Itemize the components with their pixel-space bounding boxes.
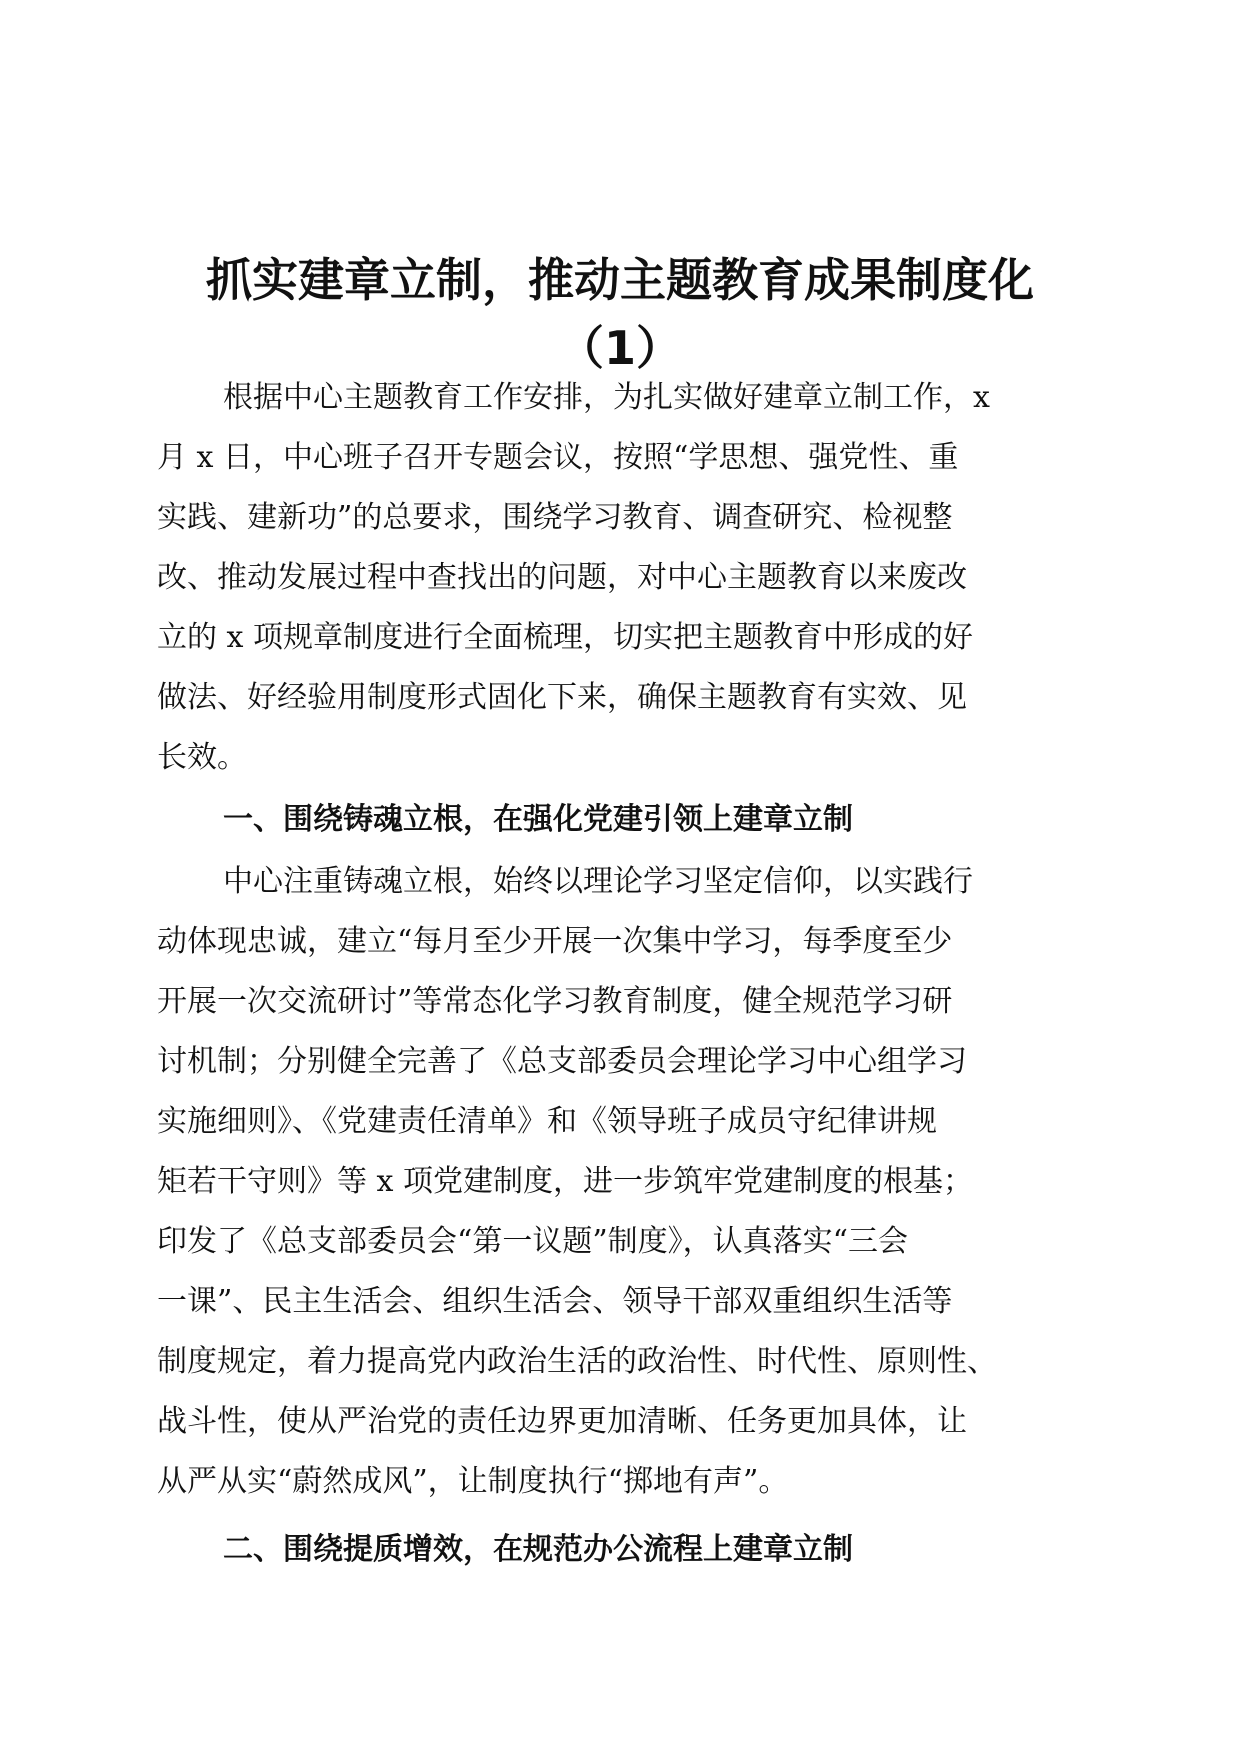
paragraph-line: 改、推动发展过程中查找出的问题，对中心主题教育以来废改	[157, 560, 967, 595]
paragraph-line: 制度规定，着力提高党内政治生活的政治性、时代性、原则性、	[157, 1344, 997, 1379]
section1-paragraph	[157, 852, 1087, 1512]
paragraph-line: 长效。	[157, 740, 247, 775]
paragraph-line: 从严从实“蔚然成风”，让制度执行“掷地有声”。	[157, 1464, 789, 1499]
paragraph-line: 实践、建新功”的总要求，围绕学习教育、调查研究、检视整	[157, 500, 953, 535]
section-heading-2: 二、围绕提质增效，在规范办公流程上建章立制	[223, 1532, 853, 1567]
paragraph-line: 根据中心主题教育工作安排，为扎实做好建章立制工作，x	[223, 380, 990, 415]
section-heading-1: 一、围绕铸魂立根，在强化党建引领上建章立制	[223, 802, 853, 837]
paragraph-line: 实施细则》、《党建责任清单》和《领导班子成员守纪律讲规	[157, 1104, 937, 1139]
paragraph-line: 动体现忠诚，建立“每月至少开展一次集中学习，每季度至少	[157, 924, 953, 959]
intro-paragraph	[157, 368, 1087, 788]
paragraph-line: 立的 x 项规章制度进行全面梳理，切实把主题教育中形成的好	[157, 620, 973, 655]
paragraph-line: 印发了《总支部委员会“第一议题”制度》，认真落实“三会	[157, 1224, 909, 1259]
paragraph-line: 讨机制；分别健全完善了《总支部委员会理论学习中心组学习	[157, 1044, 967, 1079]
document-title	[120, 248, 1120, 380]
paragraph-line: 中心注重铸魂立根，始终以理论学习坚定信仰，以实践行	[223, 864, 973, 899]
paragraph-line: 矩若干守则》等 x 项党建制度，进一步筑牢党建制度的根基；	[157, 1164, 973, 1199]
paragraph-line: 月 x 日，中心班子召开专题会议，按照“学思想、强党性、重	[157, 440, 959, 475]
paragraph-line: 做法、好经验用制度形式固化下来，确保主题教育有实效、见	[157, 680, 967, 715]
paragraph-line: 一课”、民主生活会、组织生活会、领导干部双重组织生活等	[157, 1284, 953, 1319]
title-main: 抓实建章立制，推动主题教育成果制度化	[206, 253, 1034, 307]
paragraph-line: 开展一次交流研讨”等常态化学习教育制度，健全规范学习研	[157, 984, 953, 1019]
paragraph-line: 战斗性，使从严治党的责任边界更加清晰、任务更加具体，让	[157, 1404, 967, 1439]
title-number: （1）	[557, 321, 682, 375]
